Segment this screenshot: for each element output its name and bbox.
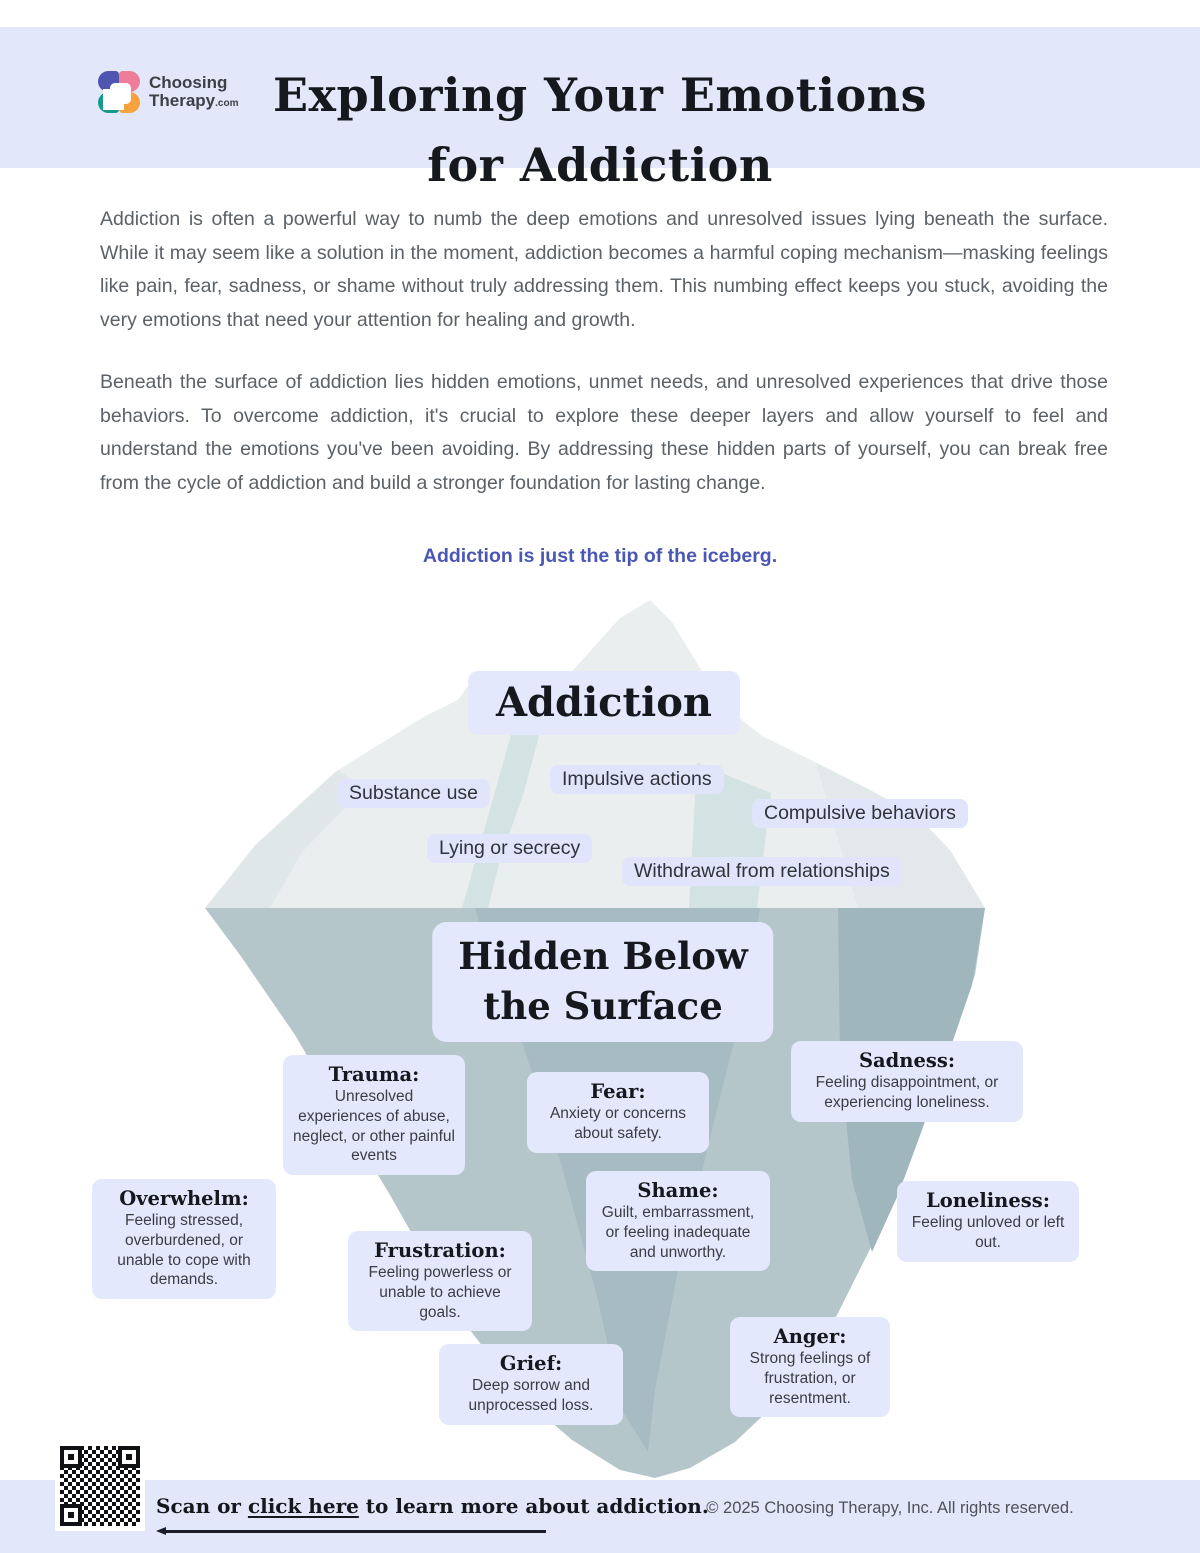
emotion-box-frustration (348, 1231, 532, 1331)
label-addiction: Addiction (468, 671, 740, 735)
iceberg-subtitle: Addiction is just the tip of the iceberg. (422, 545, 778, 567)
qr-pattern-icon (60, 1446, 140, 1526)
emotion-title: Trauma: (328, 1063, 420, 1086)
emotion-desc: Feeling stressed, overburdened, or unable to cope with demands. (117, 1212, 251, 1289)
emotion-box-grief (439, 1344, 623, 1425)
emotion-box-shame (586, 1171, 770, 1271)
emotion-desc: Unresolved experiences of abuse, neglect, or other painful events (293, 1088, 455, 1165)
label-compulsive-behaviors: Compulsive behaviors (752, 799, 968, 828)
emotion-title: Sadness: (858, 1049, 956, 1072)
label-impulsive-actions: Impulsive actions (550, 765, 724, 794)
emotion-title: Grief: (499, 1352, 563, 1375)
emotion-title: Anger: (773, 1325, 847, 1348)
page-title-line1: Exploring Your Emotions (272, 68, 928, 122)
label-substance-use: Substance use (337, 779, 490, 808)
emotion-box-sadness (791, 1041, 1023, 1122)
emotion-title: Loneliness: (926, 1189, 1050, 1212)
page-title-line2: for Addiction (427, 138, 773, 192)
emotion-box-trauma (283, 1055, 465, 1175)
label-lying-or-secrecy: Lying or secrecy (427, 834, 592, 863)
copyright-text: © 2025 Choosing Therapy, Inc. All rights reserved. (706, 1499, 1074, 1517)
emotion-box-fear (527, 1072, 709, 1153)
emotion-box-anger (730, 1317, 890, 1417)
emotion-desc: Feeling disappointment, or experiencing loneliness. (815, 1074, 999, 1112)
emotion-title: Overwhelm: (119, 1187, 249, 1210)
emotion-desc: Feeling powerless or unable to achieve goals. (368, 1264, 512, 1321)
emotion-title: Fear: (590, 1080, 646, 1103)
scan-cta: Scan or click here to learn more about addiction. (156, 1494, 709, 1518)
intro-paragraph-1: Addiction is often a powerful way to numb the deep emotions and unresolved issues lying beneath the surface. While it may seem like a solution in the moment, addiction becomes a harmful coping mechanism—masking feelings like pain, fear, sadness, or shame without truly addressing them. This numbing effect keeps you stuck, avoiding the very emotions that need your attention for healing and growth. (100, 208, 1108, 331)
logo-line2: Therapy.com (149, 91, 239, 110)
emotion-desc: Strong feelings of frustration, or resentment. (749, 1350, 871, 1407)
emotion-title: Frustration: (374, 1239, 506, 1262)
emotion-box-overwhelm (92, 1179, 276, 1299)
intro-paragraph-2: Beneath the surface of addiction lies hidden emotions, unmet needs, and unresolved experiences that drive those behaviors. To overcome addiction, it's crucial to explore these deeper layers and allow yourself to feel and understand the emotions you've been avoiding. By addressing these hidden parts of yourself, you can break free from the cycle of addiction and build a stronger foundation for lasting change. (100, 371, 1108, 494)
label-hidden-below-surface: Hidden Below the Surface (432, 922, 773, 1042)
left-arrow-icon (156, 1527, 546, 1536)
emotion-box-loneliness (897, 1181, 1079, 1262)
emotion-desc: Guilt, embarrassment, or feeling inadequate and unworthy. (601, 1204, 755, 1261)
emotion-desc: Deep sorrow and unprocessed loss. (468, 1377, 594, 1415)
label-withdrawal-from-relationships: Withdrawal from relationships (622, 857, 902, 886)
logo-line1: Choosing (149, 73, 228, 93)
emotion-desc: Feeling unloved or left out. (911, 1214, 1065, 1252)
emotion-desc: Anxiety or concerns about safety. (549, 1105, 687, 1143)
emotion-title: Shame: (637, 1179, 719, 1202)
qr-code (55, 1441, 145, 1531)
click-here-link[interactable]: click here (247, 1494, 359, 1518)
